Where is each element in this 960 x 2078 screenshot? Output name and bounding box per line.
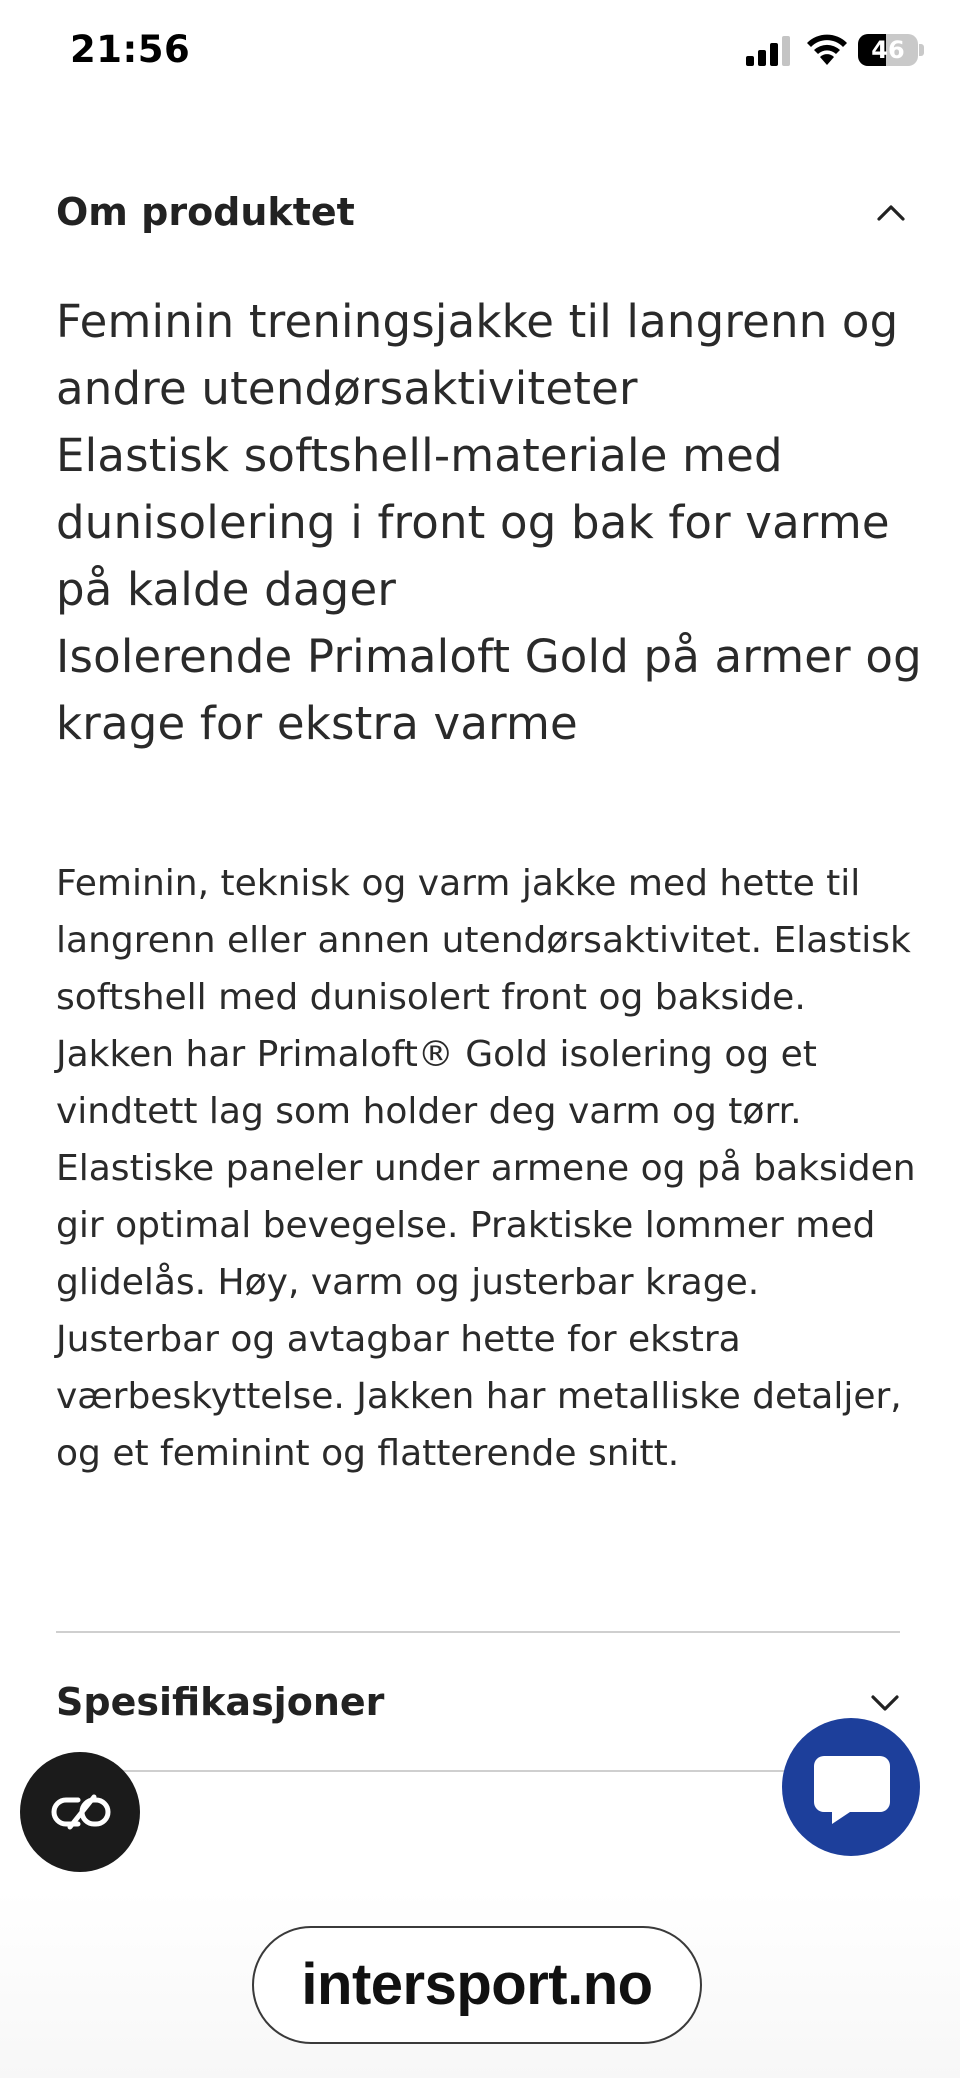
divider (56, 1631, 900, 1633)
highlight-item: Feminin treningsjakke til langrenn og andre utendørsaktiviteter (56, 295, 913, 415)
product-description: Feminin, teknisk og varm jakke med hette til langrenn eller annen utendørsaktivitet. Elastisk softshell med dunisolert front og bakside. Jakken har Primaloft® Gold isolering og et vindtett lag som holder deg varm og tørr. Elastiske paneler under armene og på baksiden gir optimal bevegelse. Praktiske lommer med glidelås. Høy, varm og justerbar krage. Justerbar og avtagbar hette for ekstra værbeskyttelse. Jakken har metalliske detaljer, og et feminint og flatterende snitt. (56, 863, 916, 1474)
battery-icon (858, 34, 924, 66)
specs-title: Spesifikasjoner (56, 1680, 385, 1724)
chevron-down-icon (870, 1692, 900, 1712)
compare-button[interactable] (20, 1752, 140, 1872)
product-highlights (56, 288, 937, 757)
signal-icon (746, 36, 792, 66)
compare-icon (48, 1792, 112, 1832)
chat-button[interactable] (782, 1718, 920, 1856)
highlight-item: Elastisk softshell-materiale med dunisolering i front og bak for varme på kalde dager (56, 429, 905, 616)
about-title: Om produktet (56, 190, 355, 234)
divider (56, 1770, 900, 1772)
highlight-item: Isolerende Primaloft Gold på armer og krage for ekstra varme (56, 630, 937, 750)
about-accordion-header[interactable] (56, 174, 906, 254)
url-text: intersport.no (301, 1952, 653, 2017)
status-bar (0, 0, 960, 100)
address-bar[interactable] (252, 1926, 702, 2044)
chat-bubble-icon (810, 1746, 894, 1830)
wifi-icon (806, 32, 848, 66)
status-time: 21:56 (70, 28, 191, 71)
specs-accordion-header[interactable] (56, 1664, 906, 1744)
battery-level: 46 (871, 36, 905, 64)
chevron-up-icon (876, 202, 906, 222)
